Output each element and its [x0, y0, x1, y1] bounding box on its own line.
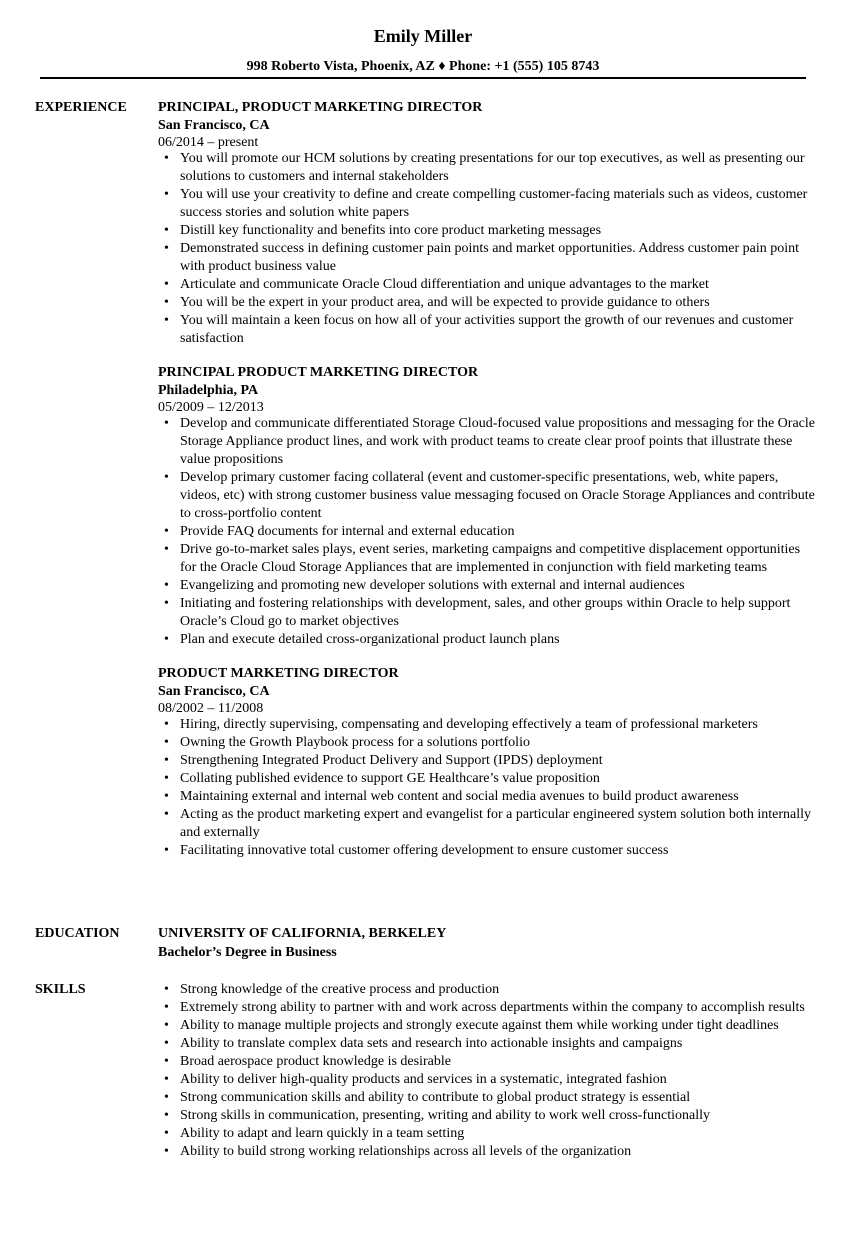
job-bullets	[158, 150, 818, 348]
bullet-item: • Distill key functionality and benefits into core product marketing messages	[158, 222, 818, 240]
bullet-item: • You will promote our HCM solutions by creating presentations for our top executives, as well as presenting our solutions to customers and internal stakeholders	[158, 150, 818, 186]
bullet-item: • Provide FAQ documents for internal and external education	[158, 523, 818, 541]
skills-bullets	[158, 981, 818, 1161]
bullet-item: • You will be the expert in your product area, and will be expected to provide guidance to others	[158, 294, 818, 312]
section-label-experience: EXPERIENCE	[35, 100, 127, 115]
job-dates: 08/2002 – 11/2008	[158, 701, 264, 716]
job-title: PRINCIPAL, PRODUCT MARKETING DIRECTOR	[158, 100, 483, 115]
bullet-item: • Evangelizing and promoting new developer solutions with external and internal audiences	[158, 577, 818, 595]
bullet-item: • Plan and execute detailed cross-organizational product launch plans	[158, 631, 818, 649]
skill-item: • Ability to translate complex data sets and research into actionable insights and campaigns	[158, 1035, 818, 1053]
education-entry	[158, 925, 818, 963]
skill-item: • Strong knowledge of the creative process and production	[158, 981, 818, 999]
job-entry	[158, 665, 818, 860]
education-school: UNIVERSITY OF CALIFORNIA, BERKELEY	[158, 926, 447, 941]
candidate-name: Emily Miller	[373, 26, 473, 46]
bullet-item: • Demonstrated success in defining customer pain points and market opportunities. Address customer pain point with product business value	[158, 240, 818, 276]
skills-list	[158, 981, 818, 1161]
contact-line: 998 Roberto Vista, Phoenix, AZ ♦ Phone: +1 (555) 105 8743	[246, 59, 600, 74]
bullet-item: • Initiating and fostering relationships with development, sales, and other groups within Oracle to help support Oracle’s Cloud go to market objectives	[158, 595, 818, 631]
job-location: Philadelphia, PA	[158, 383, 259, 398]
bullet-item: • Hiring, directly supervising, compensating and developing effectively a team of professional marketers	[158, 716, 818, 734]
job-location: San Francisco, CA	[158, 118, 270, 133]
section-label-skills: SKILLS	[35, 982, 86, 997]
bullet-item: • Facilitating innovative total customer offering development to ensure customer success	[158, 842, 818, 860]
job-dates: 05/2009 – 12/2013	[158, 400, 264, 415]
job-title: PRINCIPAL PRODUCT MARKETING DIRECTOR	[158, 365, 479, 380]
skill-item: • Extremely strong ability to partner with and work across departments within the company to accomplish results	[158, 999, 818, 1017]
job-bullets	[158, 415, 818, 649]
bullet-item: • Owning the Growth Playbook process for a solutions portfolio	[158, 734, 818, 752]
skill-item: • Ability to build strong working relationships across all levels of the organization	[158, 1143, 818, 1161]
bullet-item: • Strengthening Integrated Product Delivery and Support (IPDS) deployment	[158, 752, 818, 770]
skill-item: • Strong communication skills and ability to contribute to global product strategy is essential	[158, 1089, 818, 1107]
resume-header	[0, 24, 846, 76]
job-entry	[158, 364, 818, 649]
job-bullets	[158, 716, 818, 860]
job-entry	[158, 99, 818, 348]
bullet-item: • Maintaining external and internal web content and social media avenues to build product awareness	[158, 788, 818, 806]
skill-item: • Ability to manage multiple projects and strongly execute against them while working under tight deadlines	[158, 1017, 818, 1035]
bullet-item: • Acting as the product marketing expert and evangelist for a particular engineered system solution both internally and externally	[158, 806, 818, 842]
skill-item: • Ability to adapt and learn quickly in a team setting	[158, 1125, 818, 1143]
skill-item: • Broad aerospace product knowledge is desirable	[158, 1053, 818, 1071]
job-title: PRODUCT MARKETING DIRECTOR	[158, 666, 399, 681]
skill-item: • Strong skills in communication, presenting, writing and ability to work well cross-functionally	[158, 1107, 818, 1125]
bullet-item: • You will use your creativity to define and create compelling customer-facing materials such as videos, customer success stories and solution white papers	[158, 186, 818, 222]
bullet-item: • Collating published evidence to support GE Healthcare’s value proposition	[158, 770, 818, 788]
bullet-item: • Develop primary customer facing collateral (event and customer-specific presentations, web, white papers, videos, etc) with strong customer business value messaging focused on Oracle Storage Appliances and contribute to cross-portfolio content	[158, 469, 818, 523]
skill-item: • Ability to deliver high-quality products and services in a systematic, integrated fashion	[158, 1071, 818, 1089]
section-label-education: EDUCATION	[35, 926, 120, 941]
experience-list	[158, 99, 818, 876]
header-divider	[40, 77, 806, 79]
bullet-item: • You will maintain a keen focus on how all of your activities support the growth of our revenues and customer satisfaction	[158, 312, 818, 348]
bullet-item: • Drive go-to-market sales plays, event series, marketing campaigns and competitive displacement opportunities for the Oracle Cloud Storage Appliances that are implemented in conjunction with field marketing teams	[158, 541, 818, 577]
bullet-item: • Articulate and communicate Oracle Cloud differentiation and unique advantages to the market	[158, 276, 818, 294]
job-dates: 06/2014 – present	[158, 135, 259, 150]
education-degree: Bachelor’s Degree in Business	[158, 945, 337, 960]
job-location: San Francisco, CA	[158, 684, 270, 699]
bullet-item: • Develop and communicate differentiated Storage Cloud-focused value propositions and messaging for the Oracle Storage Appliance product lines, and work with product teams to create clear proof points that illustrate these value propositions	[158, 415, 818, 469]
